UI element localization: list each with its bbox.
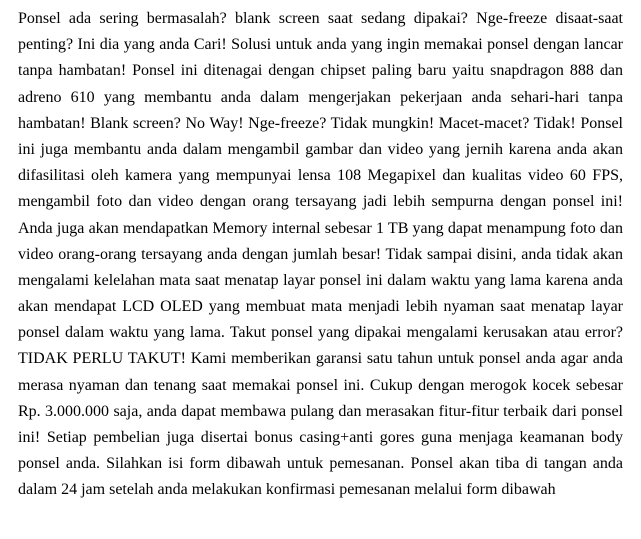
text-line: ponsel anda. Silahkan isi form dibawah untuk pemesanan. Ponsel akan tiba di tangan anda [18,455,623,473]
text-line: mengalami kelelahan mata saat menatap layar ponsel ini dalam waktu yang lama karena anda [18,271,623,289]
text-line: Anda juga akan mendapatkan Memory internal sebesar 1 TB yang dapat menampung foto dan [18,219,623,237]
text-line-last: dalam 24 jam setelah anda melakukan konfirmasi pemesanan melalui form dibawah [18,481,556,499]
document-page [18,6,623,504]
text-line: tanpa hambatan! Ponsel ini ditenagai dengan chipset paling baru yaitu snapdragon 888 dan [18,62,623,80]
text-line: ini juga membantu anda dalam mengambil gambar dan video yang jernih karena anda akan [18,140,623,158]
text-line: Rp. 3.000.000 saja, anda dapat membawa pulang dan merasakan fitur-fitur terbaik dari ponsel [18,402,623,420]
text-line: difasilitasi oleh kamera yang mempunyai lensa 108 Megapixel dan kualitas video 60 FPS, [18,167,623,185]
text-line: video orang-orang tersayang anda dengan jumlah besar! Tidak sampai disini, anda tidak akan [18,245,623,263]
text-line: akan mendapat LCD OLED yang membuat mata menjadi lebih nyaman saat menatap layar [18,298,623,316]
text-line: merasa nyaman dan tenang saat memakai ponsel ini. Cukup dengan merogok kocek sebesar [18,376,623,394]
body-paragraph [18,6,623,504]
text-line: TIDAK PERLU TAKUT! Kami memberikan garansi satu tahun untuk ponsel anda agar anda [18,350,623,368]
text-line: adreno 610 yang membantu anda dalam mengerjakan pekerjaan anda sehari-hari tanpa [18,88,623,106]
text-line: mengambil foto dan video dengan orang tersayang jadi lebih sempurna dengan ponsel ini! [18,193,623,211]
text-line: ponsel dalam waktu yang lama. Takut ponsel yang dipakai mengalami kerusakan atau error? [18,324,623,342]
text-line: Ponsel ada sering bermasalah? blank screen saat sedang dipakai? Nge-freeze disaat-saat [18,10,623,27]
text-line: ini! Setiap pembelian juga disertai bonus casing+anti gores guna menjaga keamanan body [18,429,623,446]
text-line: hambatan! Blank screen? No Way! Nge-freeze? Tidak mungkin! Macet-macet? Tidak! Ponsel [18,114,623,132]
text-line: penting? Ini dia yang anda Cari! Solusi untuk anda yang ingin memakai ponsel dengan lancar [18,36,623,54]
